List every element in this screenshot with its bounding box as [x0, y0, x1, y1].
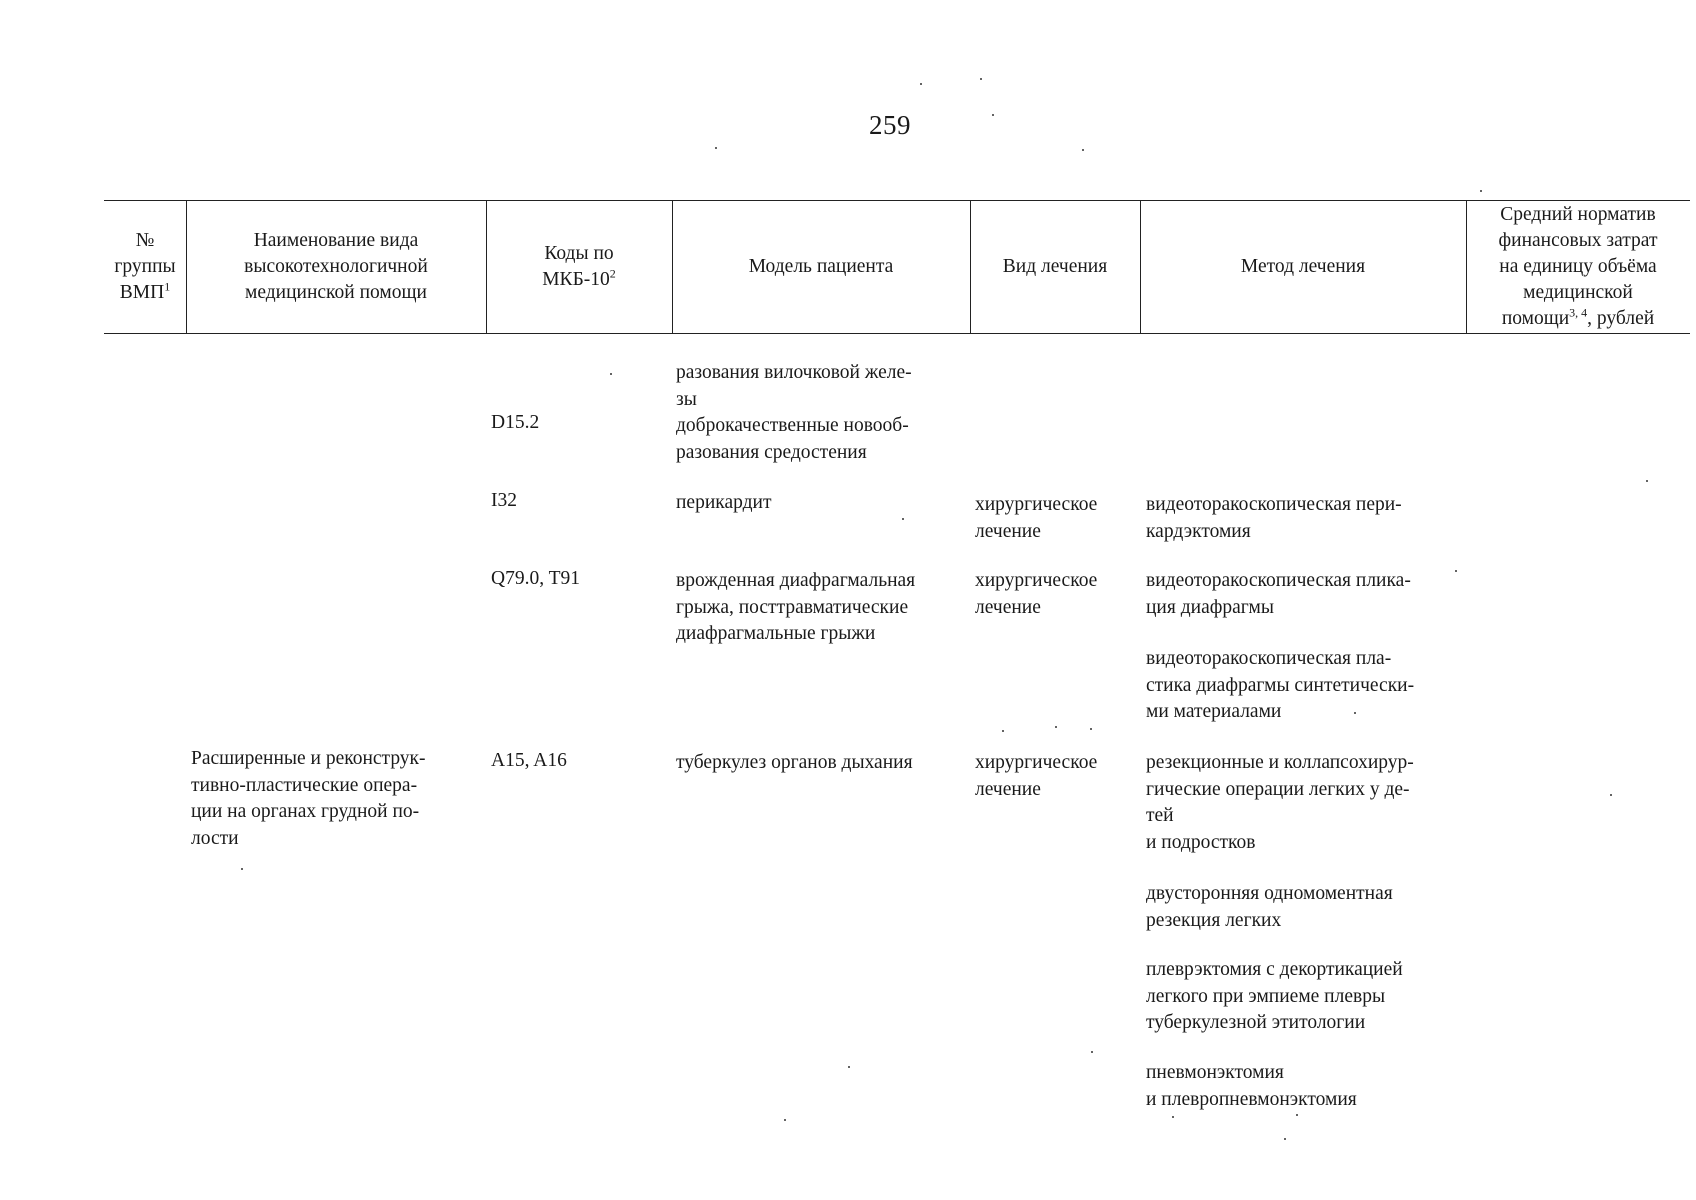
- header-treatment-type: Вид лечения: [1002, 256, 1108, 277]
- scan-speck: [1455, 570, 1457, 572]
- care-type-text: Расширенные и реконструк- тивно-пластические опера- ции на органах грудной по- лости: [191, 748, 426, 849]
- header-cost-norm: Средний норматив финансовых затрат на единицу объёма медицинской помощи$^{3, 4}$, рублей: [1498, 204, 1658, 329]
- icd-code-text: D15.2: [491, 412, 540, 433]
- header-icd-codes: Коды по МКБ-$10^2$: [542, 243, 616, 290]
- scan-speck: [992, 114, 994, 116]
- scan-speck: [241, 868, 243, 870]
- header-group-number: № группы ВМП$^1$: [114, 230, 176, 303]
- scan-speck: [920, 83, 922, 85]
- page-number: 259: [869, 110, 911, 140]
- icd-code-text: Q79.0, T91: [491, 568, 581, 589]
- treatment-method-text: двусторонняя одномоментная резекция легких: [1146, 883, 1393, 931]
- scan-speck: [1480, 190, 1482, 192]
- scan-speck: [1091, 1051, 1093, 1053]
- treatment-method-text: резекционные и коллапсохирур- гические операции легких у де- тей и подростков: [1146, 752, 1414, 853]
- header-care-type: Наименование вида высокотехнологичной медицинской помощи: [244, 230, 428, 303]
- scan-speck: [1002, 730, 1004, 732]
- treatment-method-text: видеоторакоскопическая пери- кардэктомия: [1146, 494, 1402, 542]
- treatment-type-text: хирургическое лечение: [975, 570, 1098, 618]
- treatment-method-text: плеврэктомия с декортикацией легкого при эмпиеме плевры туберкулезной этитологии: [1146, 959, 1403, 1033]
- scan-speck: [1646, 480, 1648, 482]
- treatment-method-text: видеоторакоскопическая плика- ция диафрагмы: [1146, 570, 1411, 618]
- patient-model-text: врожденная диафрагмальная грыжа, посттравматические диафрагмальные грыжи: [676, 570, 916, 644]
- scan-speck: [1284, 1138, 1286, 1140]
- header-treatment-method: Метод лечения: [1240, 256, 1366, 277]
- treatment-type-text: хирургическое лечение: [975, 752, 1098, 800]
- scan-speck: [610, 373, 612, 375]
- patient-model-text: разования вилочковой желе- зы: [676, 362, 912, 410]
- scan-speck: [902, 518, 904, 520]
- scan-speck: [1296, 1114, 1298, 1116]
- header-patient-model: Модель пациента: [748, 256, 894, 277]
- patient-model-text: туберкулез органов дыхания: [676, 752, 913, 773]
- scan-speck: [1610, 794, 1612, 796]
- scan-speck: [1090, 728, 1092, 730]
- scan-speck: [1055, 726, 1057, 728]
- scan-speck: [784, 1119, 786, 1121]
- treatment-method-text: видеоторакоскопическая пла- стика диафрагмы синтетически- ми материалами: [1146, 648, 1415, 722]
- patient-model-text: доброкачественные новооб- разования средостения: [676, 415, 909, 463]
- scan-speck: [1172, 1116, 1174, 1118]
- table-header: [104, 200, 1690, 334]
- scan-speck: [1082, 149, 1084, 151]
- treatment-type-text: хирургическое лечение: [975, 494, 1098, 542]
- scan-speck: [715, 147, 717, 149]
- scan-speck: [1354, 712, 1356, 714]
- scan-speck: [980, 78, 982, 80]
- icd-code-text: I32: [491, 490, 517, 511]
- icd-code-text: A15, A16: [491, 750, 567, 771]
- patient-model-text: перикардит: [676, 492, 772, 513]
- scan-speck: [848, 1066, 850, 1068]
- treatment-method-text: пневмонэктомия и плевропневмонэктомия: [1146, 1062, 1357, 1110]
